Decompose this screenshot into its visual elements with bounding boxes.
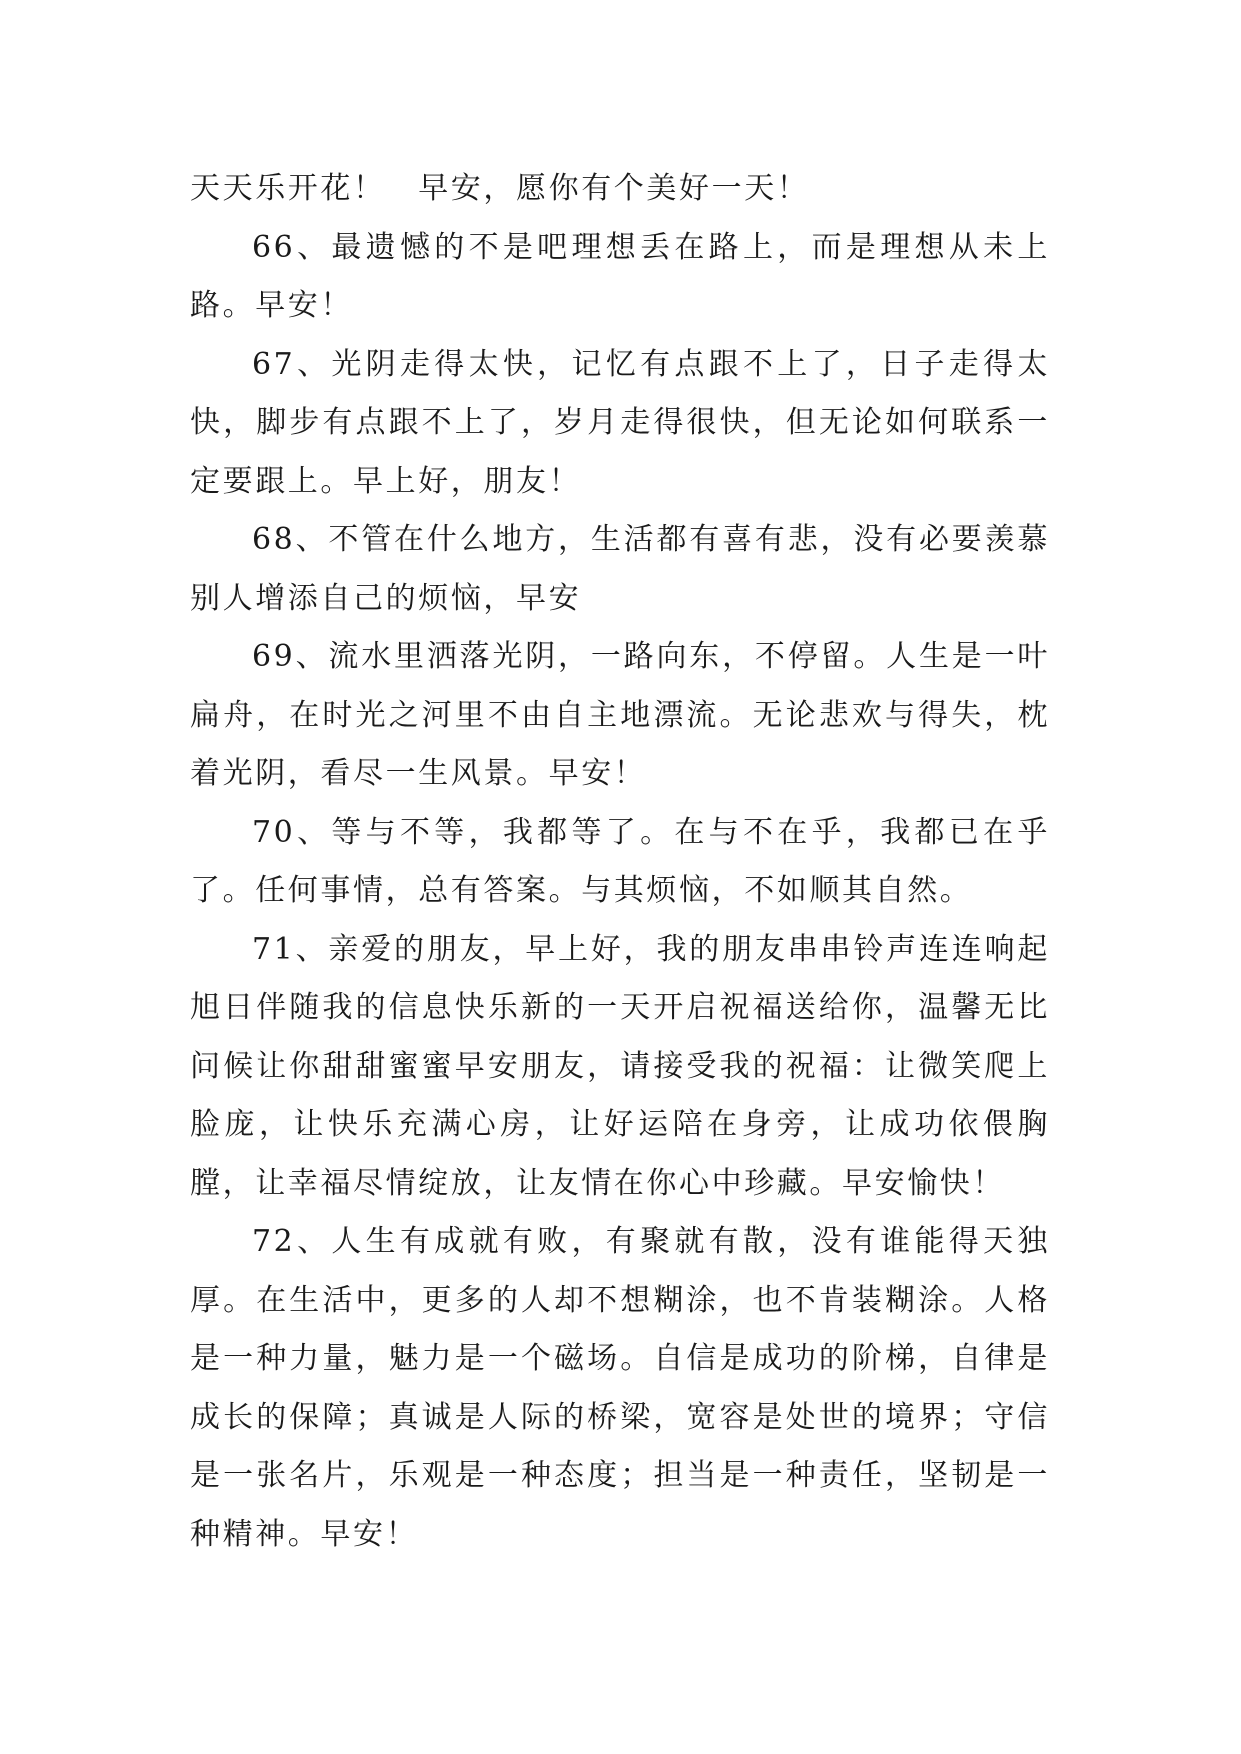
paragraph-71: 71、亲爱的朋友，早上好，我的朋友串串铃声连连响起旭日伴随我的信息快乐新的一天开启祝福送给你，温馨无比问候让你甜甜蜜蜜早安朋友，请接受我的祝福：让微笑爬上脸庞，让快乐充满心房，让好运陪在身旁，让成功依偎胸膛，让幸福尽情绽放，让友情在你心中珍藏。早安愉快！ (190, 931, 1050, 1201)
document-body (190, 160, 1050, 1564)
paragraph-continuation: 天天乐开花！ 早安，愿你有个美好一天！ (190, 171, 810, 206)
paragraph-70: 70、等与不等，我都等了。在与不在乎，我都已在乎了。任何事情，总有答案。与其烦恼，不如顺其自然。 (190, 814, 1050, 908)
paragraph-67: 67、光阴走得太快，记忆有点跟不上了，日子走得太快，脚步有点跟不上了，岁月走得很快，但无论如何联系一定要跟上。早上好，朋友！ (190, 346, 1050, 499)
paragraph-66: 66、最遗憾的不是吧理想丢在路上，而是理想从未上路。早安！ (190, 229, 1050, 323)
paragraph-69: 69、流水里洒落光阴，一路向东，不停留。人生是一叶扁舟，在时光之河里不由自主地漂流。无论悲欢与得失，枕着光阴，看尽一生风景。早安！ (190, 639, 1050, 791)
paragraph-72: 72、人生有成就有败，有聚就有散，没有谁能得天独厚。在生活中，更多的人却不想糊涂，也不肯装糊涂。人格是一种力量，魅力是一个磁场。自信是成功的阶梯，自律是成长的保障；真诚是人际的桥梁，宽容是处世的境界；守信是一张名片，乐观是一种态度；担当是一种责任，坚韧是一种精神。早安！ (190, 1224, 1050, 1552)
paragraph-68: 68、不管在什么地方，生活都有喜有悲，没有必要羡慕别人增添自己的烦恼，早安 (190, 522, 1050, 616)
